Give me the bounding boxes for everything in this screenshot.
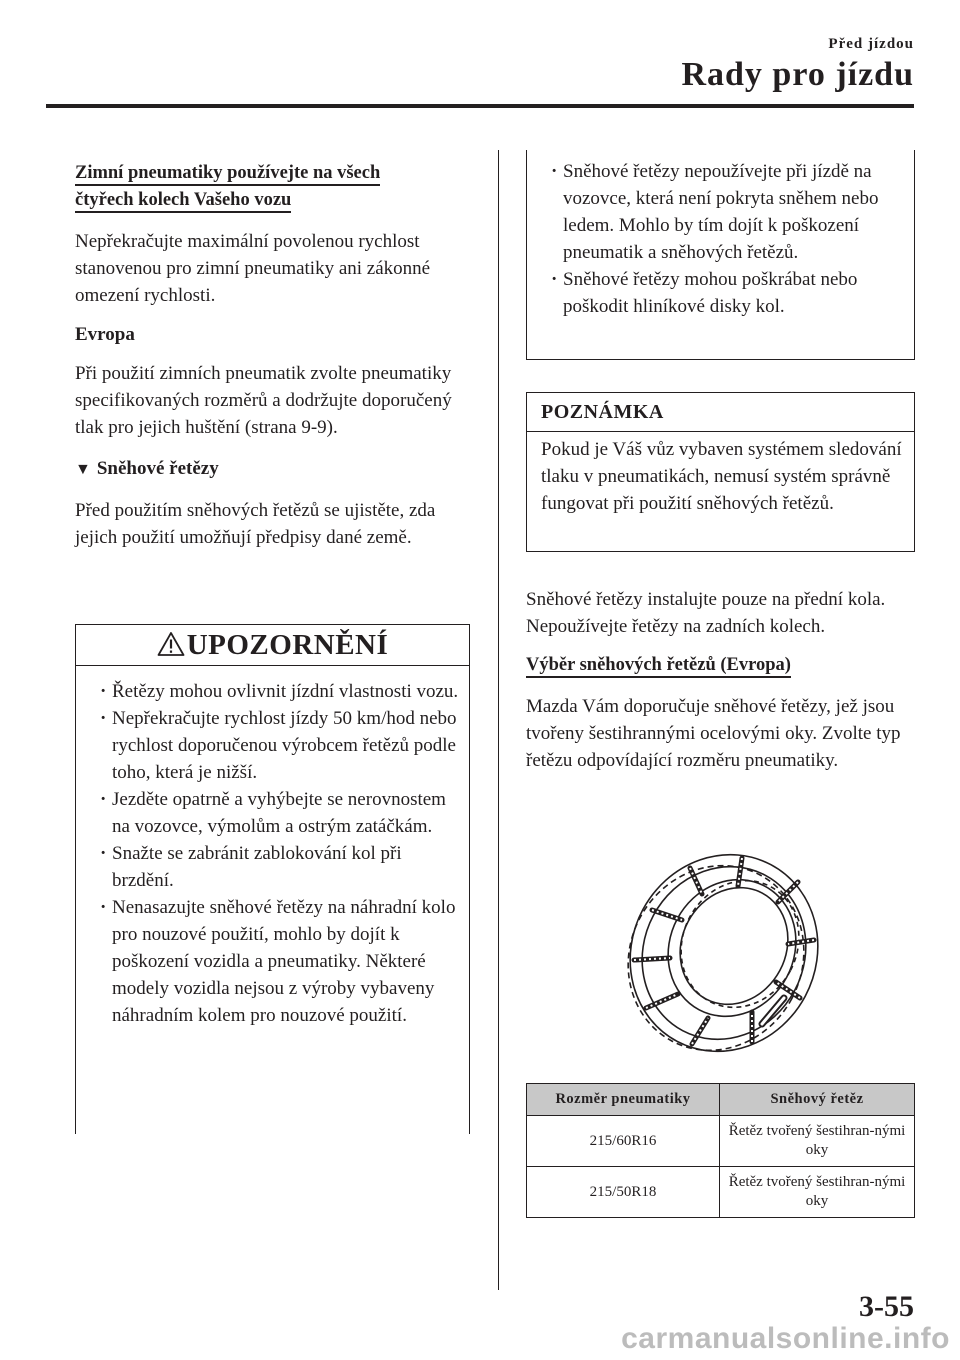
watermark: carmanualsonline.info: [621, 1322, 950, 1355]
page-number: 3-55: [859, 1290, 914, 1323]
warning-item: · Jezděte opatrně a vyhýbejte se nerovnostem na vozovce, výmolům a ostrým zatáčkám.: [76, 786, 459, 840]
note-box: [526, 392, 915, 552]
snow-chains-title: Sněhové řetězy: [96, 458, 219, 479]
warning-item: · Snažte se zabránit zablokování kol při brzdění.: [76, 840, 459, 894]
tire-size-cell: 215/60R16: [527, 1116, 720, 1167]
warning-list: [76, 678, 469, 1029]
snow-chain-illustration: [612, 848, 832, 1058]
heading-line-2: čtyřech kolech Vašeho vozu: [75, 190, 291, 213]
chain-selection-title: Výběr sněhových řetězů (Evropa): [526, 655, 791, 678]
warning-box: [75, 624, 470, 1134]
warning-title: UPOZORNĚNÍ: [186, 629, 389, 661]
column-divider: [498, 150, 499, 1290]
note-title: POZNÁMKA: [527, 393, 914, 432]
table-row: [527, 1167, 915, 1218]
section-triangle-icon: ▼: [75, 461, 91, 478]
warning-item: · Nenasazujte sněhové řetězy na náhradní kolo pro nouzové použití, mohlo by dojít k poškození vozidla a pneumatiky. Některé modely vozidla nejsou z výroby vybaveny náhradním kolem pro nouzové použití.: [76, 894, 459, 1029]
warning-item: · Sněhové řetězy nepoužívejte při jízdě na vozovce, která není pokryta sněhem nebo ledem. Mohlo by tím dojít k poškození pneumatik a sněhových řetězů.: [527, 158, 906, 266]
heading-line-1: Zimní pneumatiky používejte na všech: [75, 163, 380, 186]
warning-triangle-icon: [157, 631, 185, 657]
warning-continuation-box: [526, 150, 915, 360]
column-header-tire-size: Rozměr pneumatiky: [527, 1084, 720, 1116]
europe-label: Evropa: [75, 324, 135, 345]
table-header-row: [527, 1084, 915, 1116]
warning-item: · Sněhové řetězy mohou poškrábat nebo poškodit hliníkové disky kol.: [527, 266, 906, 320]
warning-header: [76, 625, 469, 666]
speed-paragraph: Nepřekračujte maximální povolenou rychlost stanovenou pro zimní pneumatiky ani zákonné omezení rychlosti.: [75, 231, 431, 306]
warning-item: · Nepřekračujte rychlost jízdy 50 km/hod nebo rychlost doporučenou výrobcem řetězů podle toho, která je nižší.: [76, 705, 459, 786]
front-wheels-paragraph: Sněhové řetězy instalujte pouze na přední kola.: [526, 589, 886, 610]
table-row: [527, 1116, 915, 1167]
page-title: Rady pro jízdu: [681, 56, 914, 93]
left-column-top: [75, 160, 470, 551]
header-section: Před jízdou: [828, 36, 914, 52]
header-rule: [46, 104, 914, 108]
chain-type-cell: Řetěz tvořený šestihran-nými oky: [720, 1116, 915, 1167]
note-text: Pokud je Váš vůz vybaven systémem sledování tlaku v pneumatikách, nemusí systém správně fungovat při použití sněhových řetězů.: [541, 439, 902, 514]
mazda-recommend-paragraph: Mazda Vám doporučuje sněhové řetězy, jež jsou tvořeny šestihrannými ocelovými oky. Zvolte typ řetězu odpovídající rozměru pneumatiky.: [526, 696, 901, 771]
chains-intro-paragraph: Před použitím sněhových řetězů se ujistěte, zda jejich použití umožňují předpisy dané země.: [75, 500, 436, 548]
tire-size-cell: 215/50R18: [527, 1167, 720, 1218]
chain-selection-heading: [526, 652, 916, 679]
column-header-snow-chain: Sněhový řetěz: [720, 1084, 915, 1116]
warning-item: · Řetězy mohou ovlivnit jízdní vlastnosti vozu.: [76, 678, 459, 705]
chain-type-cell: Řetěz tvořený šestihran-nými oky: [720, 1167, 915, 1218]
warning-continuation-list: [527, 158, 914, 320]
snow-chains-heading: [75, 455, 470, 483]
right-column-text: [526, 586, 916, 774]
winter-tires-heading: [75, 160, 470, 214]
rear-wheels-paragraph: Nepoužívejte řetězy na zadních kolech.: [526, 616, 826, 637]
chain-size-table: [526, 1083, 915, 1218]
europe-paragraph: Při použití zimních pneumatik zvolte pneumatiky specifikovaných rozměrů a dodržujte doporučený tlak pro jejich huštění (strana 9-9).: [75, 363, 452, 438]
